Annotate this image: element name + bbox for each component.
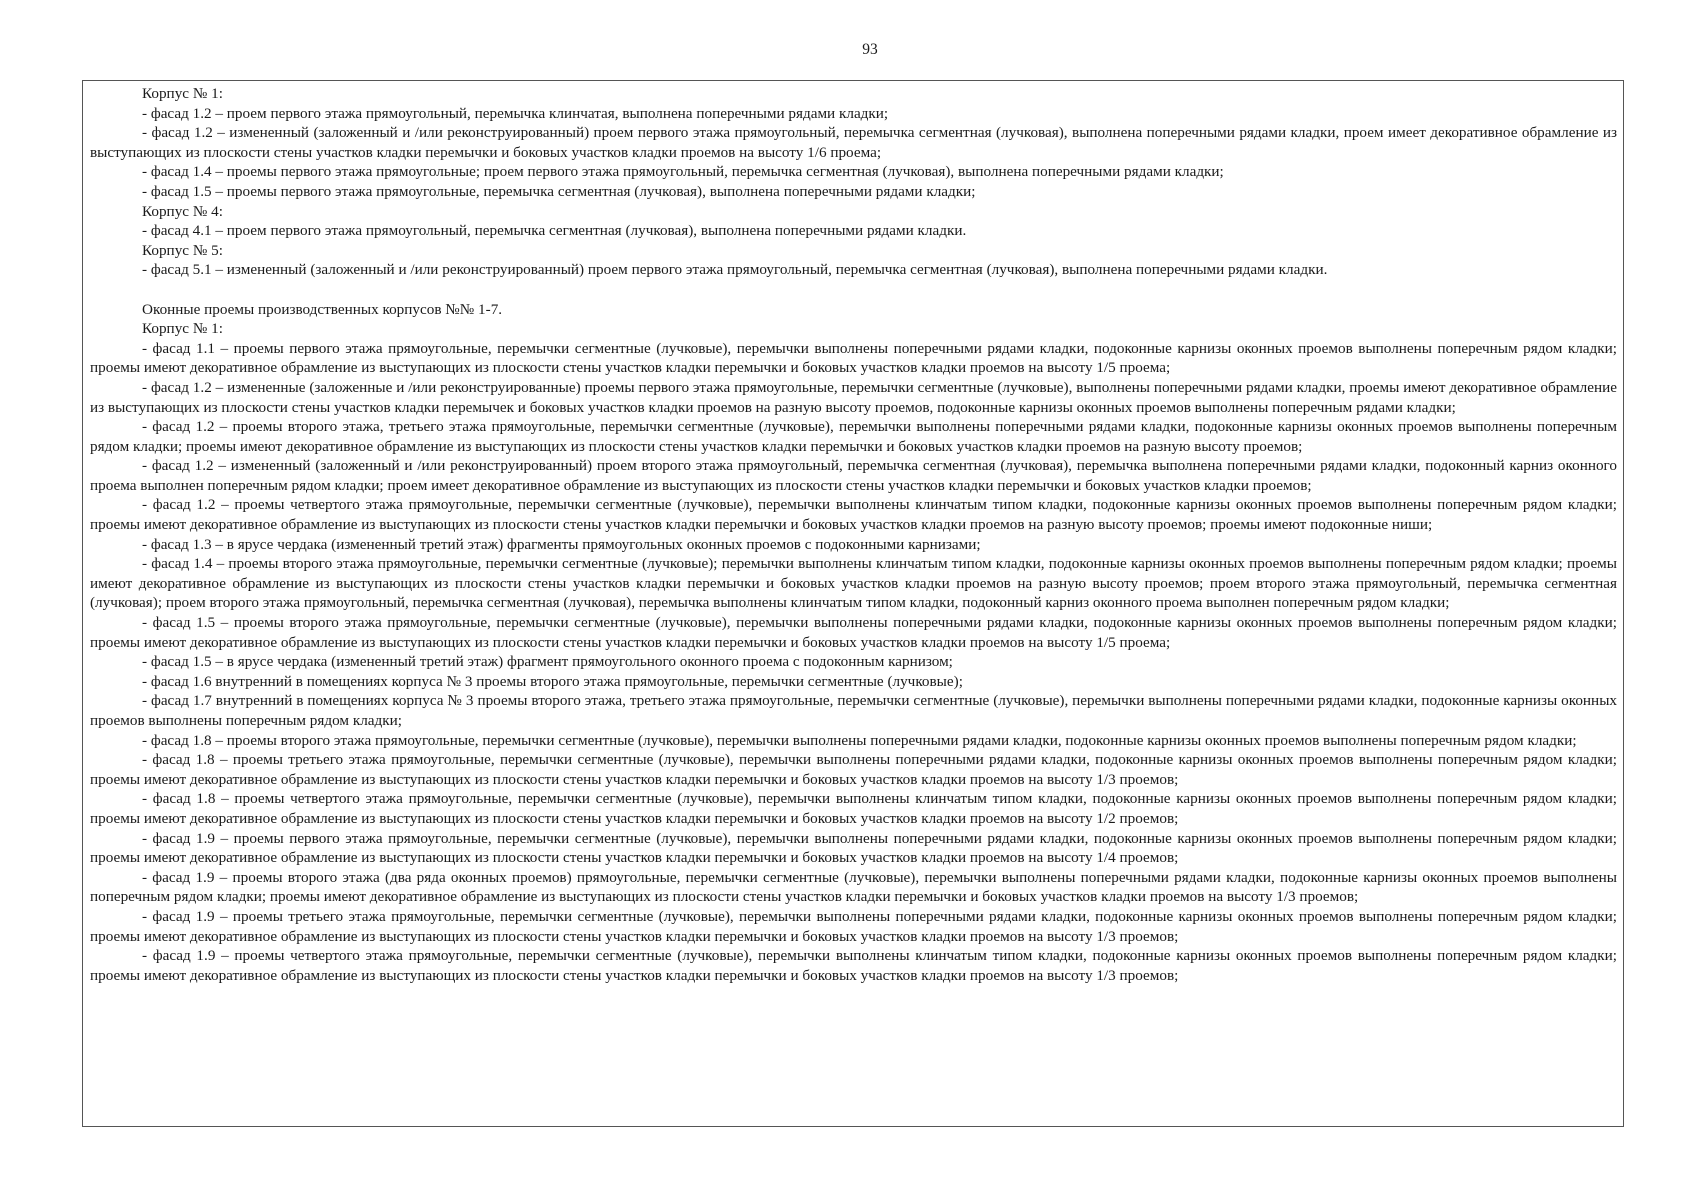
list-item: - фасад 1.5 – проемы первого этажа прямоугольные, перемычка сегментная (лучковая), выполнена поперечными рядами кладки; — [142, 182, 976, 200]
list-item: - фасад 1.2 – измененные (заложенные и /или реконструированные) проемы первого этажа прямоугольные, перемычки сегментные (лучковые), выполнены поперечными рядами кладки, проемы имеют декоративное обрамление из выступающих из плоскости стены участков кладки перемычек и боковых участков кладки проемов на разную высоту проемов, подоконные карнизы оконных проемов выполнены поперечным рядами кладки; — [90, 378, 1617, 416]
list-item: - фасад 1.2 – проем первого этажа прямоугольный, перемычка клинчатая, выполнена поперечными рядами кладки; — [142, 104, 889, 122]
list-item: - фасад 1.2 – измененный (заложенный и /или реконструированный) проем первого этажа прямоугольный, перемычка сегментная (лучковая), выполнена поперечными рядами кладки, проем имеет декоративное обрамление из выступающих из плоскости стены участков кладки перемычки и боковых участков кладки проемов на высоту 1/6 проема; — [90, 124, 1617, 161]
heading-building-1: Корпус № 1: — [142, 85, 223, 102]
list-item: - фасад 1.9 – проемы второго этажа (два ряда оконных проемов) прямоугольные, перемычки сегментные (лучковые), перемычки выполнены поперечными рядами кладки, подоконные карнизы оконных проемов выполнены поперечным рядом кладки; проемы имеют декоративное обрамление из выступающих из плоскости стены участков кладки перемычки и боковых участков кладки проемов на высоту 1/3 проемов; — [90, 868, 1617, 906]
list-item: - фасад 1.9 – проемы четвертого этажа прямоугольные, перемычки сегментные (лучковые), перемычки выполнены клинчатым типом кладки, подоконные карнизы оконных проемов выполнены поперечным рядом кладки; проемы имеют декоративное обрамление из выступающих из плоскости стены участков кладки перемычки и боковых участков кладки проемов на высоту 1/3 проемов; — [90, 947, 1617, 984]
list-item: - фасад 1.9 – проемы первого этажа прямоугольные, перемычки сегментные (лучковые), перемычки выполнены поперечными рядами кладки, подоконные карнизы оконных проемов выполнены поперечным рядом кладки; проемы имеют декоративное обрамление из выступающих из плоскости стены участков кладки перемычки и боковых участков кладки проемов на высоту 1/4 проемов; — [90, 829, 1617, 867]
list-item: - фасад 1.4 – проемы второго этажа прямоугольные, перемычки сегментные (лучковые); перемычки выполнены клинчатым типом кладки, подоконные карнизы оконных проемов выполнены поперечным рядом кладки; проемы имеют декоративное обрамление из выступающих из плоскости стены участков кладки перемычки и боковых участков кладки проемов на разную высоту проемов; проем второго этажа прямоугольный, перемычка сегментная (лучковая); проем второго этажа прямоугольный, перемычка сегментная (лучковая), перемычка выполнены клинчатым типом кладки, подоконный карниз оконного проема выполнен поперечным рядом кладки; — [90, 555, 1617, 612]
list-item: - фасад 1.7 внутренний в помещениях корпуса № 3 проемы второго этажа, третьего этажа прямоугольные, перемычки сегментные (лучковые), перемычки выполнены поперечными рядами кладки, подоконные карнизы оконных проемов выполнены поперечным рядом кладки; — [90, 692, 1617, 729]
list-item: - фасад 1.8 – проемы четвертого этажа прямоугольные, перемычки сегментные (лучковые), перемычки выполнены клинчатым типом кладки, подоконные карнизы оконных проемов выполнены поперечным рядом кладки; проемы имеют декоративное обрамление из выступающих из плоскости стены участков кладки перемычки и боковых участков кладки проемов на высоту 1/2 проемов; — [90, 790, 1617, 827]
document-text-frame — [82, 80, 1624, 1127]
list-item: - фасад 1.8 – проемы второго этажа прямоугольные, перемычки сегментные (лучковые), перемычки выполнены поперечными рядами кладки, подоконные карнизы оконных проемов выполнены поперечным рядом кладки; — [142, 731, 1577, 749]
heading-building-5: Корпус № 5: — [142, 241, 223, 259]
blank-line — [90, 280, 1617, 300]
list-item: - фасад 1.5 – проемы второго этажа прямоугольные, перемычки сегментные (лучковые), перемычки выполнены поперечными рядами кладки, подоконные карнизы оконных проемов выполнены поперечным рядом кладки; проемы имеют декоративное обрамление из выступающих из плоскости стены участков кладки перемычки и боковых участков кладки проемов на высоту 1/5 проема; — [90, 614, 1617, 651]
heading-building-1: Корпус № 1: — [142, 320, 223, 338]
list-item: - фасад 1.2 – измененный (заложенный и /или реконструированный) проем второго этажа прямоугольный, перемычка сегментная (лучковая), перемычка выполнена поперечными рядами кладки, подоконный карниз оконного проема выполнен поперечным рядом кладки; проем имеет декоративное обрамление из выступающих из плоскости стены участков кладки перемычки и боковых участков кладки проемов; — [90, 457, 1617, 494]
list-item: - фасад 1.2 – проемы второго этажа, третьего этажа прямоугольные, перемычки сегментные (лучковые), перемычки выполнены поперечными рядами кладки, подоконные карнизы оконных проемов выполнены поперечным рядом кладки; проемы имеют декоративное обрамление из выступающих из плоскости стены участков кладки перемычки и боковых участков кладки проемов на разную высоту проемов; — [90, 418, 1617, 455]
page-number: 93 — [862, 41, 878, 58]
list-item: - фасад 1.1 – проемы первого этажа прямоугольные, перемычки сегментные (лучковые), перемычки выполнены поперечными рядами кладки, подоконные карнизы оконных проемов выполнены поперечным рядом кладки; проемы имеют декоративное обрамление из выступающих из плоскости стены участков кладки перемычки и боковых участков кладки проемов на высоту 1/5 проема; — [90, 339, 1617, 377]
list-item: - фасад 1.4 – проемы первого этажа прямоугольные; проем первого этажа прямоугольный, перемычка сегментная (лучковая), выполнена поперечными рядами кладки; — [142, 163, 1224, 181]
list-item: - фасад 1.2 – проемы четвертого этажа прямоугольные, перемычки сегментные (лучковые), перемычки выполнены клинчатым типом кладки, подоконные карнизы оконных проемов выполнены поперечным рядом кладки; проемы имеют декоративное обрамление из выступающих из плоскости стены участков кладки перемычки и боковых участков кладки проемов на разную высоту проемов; проемы имеют подоконные ниши; — [90, 496, 1617, 534]
section-heading-window-openings: Оконные проемы производственных корпусов №№ 1-7. — [142, 300, 503, 318]
list-item: - фасад 1.3 – в ярусе чердака (измененный третий этаж) фрагменты прямоугольных оконных проемов с подоконными карнизами; — [142, 535, 981, 553]
heading-building-4: Корпус № 4: — [142, 202, 223, 220]
list-item: - фасад 1.9 – проемы третьего этажа прямоугольные, перемычки сегментные (лучковые), перемычки выполнены поперечными рядами кладки, подоконные карнизы оконных проемов выполнены поперечным рядом кладки; проемы имеют декоративное обрамление из выступающих из плоскости стены участков кладки перемычки и боковых участков кладки проемов на высоту 1/3 проемов; — [90, 907, 1617, 945]
list-item: - фасад 1.5 – в ярусе чердака (измененный третий этаж) фрагмент прямоугольного оконного проема с подоконным карнизом; — [142, 653, 953, 671]
list-item: - фасад 5.1 – измененный (заложенный и /или реконструированный) проем первого этажа прямоугольный, перемычка сегментная (лучковая), выполнена поперечными рядами кладки. — [142, 261, 1328, 279]
list-item: - фасад 1.8 – проемы третьего этажа прямоугольные, перемычки сегментные (лучковые), перемычки выполнены поперечными рядами кладки, подоконные карнизы оконных проемов выполнены поперечным рядом кладки; проемы имеют декоративное обрамление из выступающих из плоскости стены участков кладки перемычки и боковых участков кладки проемов на высоту 1/3 проемов; — [90, 751, 1617, 788]
list-item: - фасад 4.1 – проем первого этажа прямоугольный, перемычка сегментная (лучковая), выполнена поперечными рядами кладки. — [142, 222, 967, 240]
list-item: - фасад 1.6 внутренний в помещениях корпуса № 3 проемы второго этажа прямоугольные, перемычки сегментные (лучковые); — [142, 672, 963, 690]
